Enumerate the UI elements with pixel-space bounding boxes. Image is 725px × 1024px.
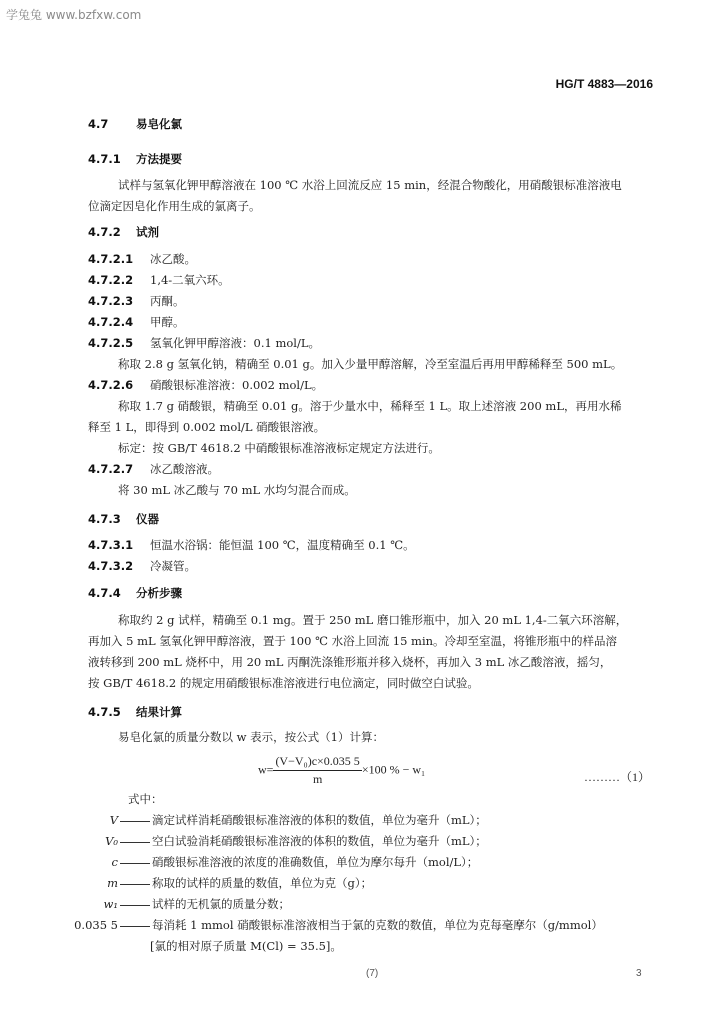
formula-fraction — [273, 754, 361, 787]
subsection-title: 仪器 — [136, 512, 159, 526]
formula — [258, 754, 425, 787]
list-item: 4.7.2.7 冰乙酸溶液。 — [88, 462, 219, 476]
subsection-473-heading — [88, 511, 159, 527]
definition-text: 硝酸银标准溶液的浓度的准确数值，单位为摩尔每升（mol/L）； — [152, 855, 479, 869]
section-heading — [88, 116, 182, 132]
footer-marker: (7) — [366, 968, 379, 979]
subsection-number: 4.7.3 — [88, 512, 121, 526]
definition-text: 称取的试样的质量的数值，单位为克（g）； — [152, 876, 373, 890]
standard-number: HG/T 4883—2016 — [555, 77, 653, 91]
paragraph-line: 将 30 mL 冰乙酸与 70 mL 水均匀混合而成。 — [118, 483, 356, 497]
section-number: 4.7 — [88, 117, 109, 131]
paragraph-line: 称取 1.7 g 硝酸银，精确至 0.01 g。溶于少量水中，稀释至 1 L。取上述溶液 200 mL，再用水稀 — [118, 399, 622, 413]
subsection-475-heading — [88, 704, 182, 720]
list-item: 4.7.2.2 1,4-二氧六环。 — [88, 273, 230, 287]
paragraph-line: 易皂化氯的质量分数以 w 表示，按公式（1）计算： — [118, 730, 384, 744]
list-item: 4.7.3.1 恒温水浴锅：能恒温 100 ℃，温度精确至 0.1 ℃。 — [88, 538, 415, 552]
watermark: 学兔兔 www.bzfxw.com — [6, 8, 142, 22]
list-item: 4.7.2.6 硝酸银标准溶液：0.002 mol/L。 — [88, 378, 324, 392]
subsection-number: 4.7.5 — [88, 705, 121, 719]
definition-row — [0, 854, 478, 870]
definition-row — [0, 812, 487, 828]
list-item: 4.7.2.3 丙酮。 — [88, 294, 185, 308]
formula-numerator: (V−V₀)c×0.035 5 — [273, 754, 361, 771]
subsection-number: 4.7.2 — [88, 225, 121, 239]
subsection-title: 方法提要 — [136, 152, 182, 166]
definition-text: 试样的无机氯的质量分数； — [152, 897, 290, 911]
list-item: 4.7.2.5 氢氧化钾甲醇溶液：0.1 mol/L。 — [88, 336, 320, 350]
formula-denominator: m — [312, 772, 323, 786]
page-number: 3 — [636, 968, 642, 979]
paragraph-line: 称取约 2 g 试样，精确至 0.1 mg。置于 250 mL 磨口锥形瓶中，加入 20 mL 1,4-二氧六环溶解， — [118, 613, 628, 627]
formula-rest: ×100 % − w₁ — [361, 762, 426, 777]
subsection-472-heading — [88, 224, 159, 240]
definition-text: 滴定试样消耗硝酸银标准溶液的体积的数值，单位为毫升（mL）； — [152, 813, 487, 827]
definition-symbol: m — [107, 876, 118, 890]
list-item: 4.7.3.2 冷凝管。 — [88, 559, 196, 573]
definition-row — [0, 896, 290, 912]
definition-symbol: V — [109, 813, 118, 827]
subsection-471-heading — [88, 151, 182, 167]
definition-row — [0, 833, 487, 849]
paragraph-line: 按 GB/T 4618.2 的规定用硝酸银标准溶液进行电位滴定，同时做空白试验。 — [88, 676, 479, 690]
paragraph-line: 试样与氢氧化钾甲醇溶液在 100 ℃ 水浴上回流反应 15 min，经混合物酸化，用硝酸银标准溶液电 — [118, 178, 622, 192]
where-label: 式中： — [128, 792, 163, 806]
definition-symbol: 0.035 5 — [74, 918, 118, 932]
definition-row — [0, 875, 372, 891]
definition-symbol: c — [111, 855, 118, 869]
subsection-474-heading — [88, 585, 182, 601]
definition-symbol: w₁ — [103, 897, 118, 911]
paragraph-line: 位滴定因皂化作用生成的氯离子。 — [88, 199, 261, 213]
definition-text: 每消耗 1 mmol 硝酸银标准溶液相当于氯的克数的数值，单位为克每毫摩尔（g/mmol） — [152, 918, 603, 932]
formula-lhs: w= — [258, 762, 274, 777]
subsection-number: 4.7.4 — [88, 586, 121, 600]
paragraph-line: 称取 2.8 g 氢氧化钠，精确至 0.01 g。加入少量甲醇溶解，冷至室温后再用甲醇稀释至 500 mL。 — [118, 357, 623, 371]
definition-continuation: [氯的相对原子质量 M(Cl) = 35.5]。 — [150, 939, 342, 953]
definition-text: 空白试验消耗硝酸银标准溶液的体积的数值，单位为毫升（mL）； — [152, 834, 487, 848]
definition-symbol: V₀ — [105, 834, 118, 848]
definition-row — [0, 917, 603, 933]
subsection-title: 分析步骤 — [136, 586, 182, 600]
subsection-number: 4.7.1 — [88, 152, 121, 166]
list-item: 4.7.2.1 冰乙酸。 — [88, 252, 196, 266]
paragraph-line: 液转移到 200 mL 烧杯中，用 20 mL 丙酮洗涤锥形瓶并移入烧杯，再加入 3 mL 冰乙酸溶液，摇匀， — [88, 655, 612, 669]
formula-label: ………（1） — [584, 770, 651, 784]
list-item: 4.7.2.4 甲醇。 — [88, 315, 185, 329]
section-title: 易皂化氯 — [136, 117, 182, 131]
subsection-title: 试剂 — [136, 225, 159, 239]
paragraph-line: 标定：按 GB/T 4618.2 中硝酸银标准溶液标定规定方法进行。 — [118, 441, 440, 455]
paragraph-line: 释至 1 L，即得到 0.002 mol/L 硝酸银溶液。 — [88, 420, 326, 434]
paragraph-line: 再加入 5 mL 氢氧化钾甲醇溶液，置于 100 ℃ 水浴上回流 15 min。冷却至室温，将锥形瓶中的样品溶 — [88, 634, 618, 648]
subsection-title: 结果计算 — [136, 705, 182, 719]
